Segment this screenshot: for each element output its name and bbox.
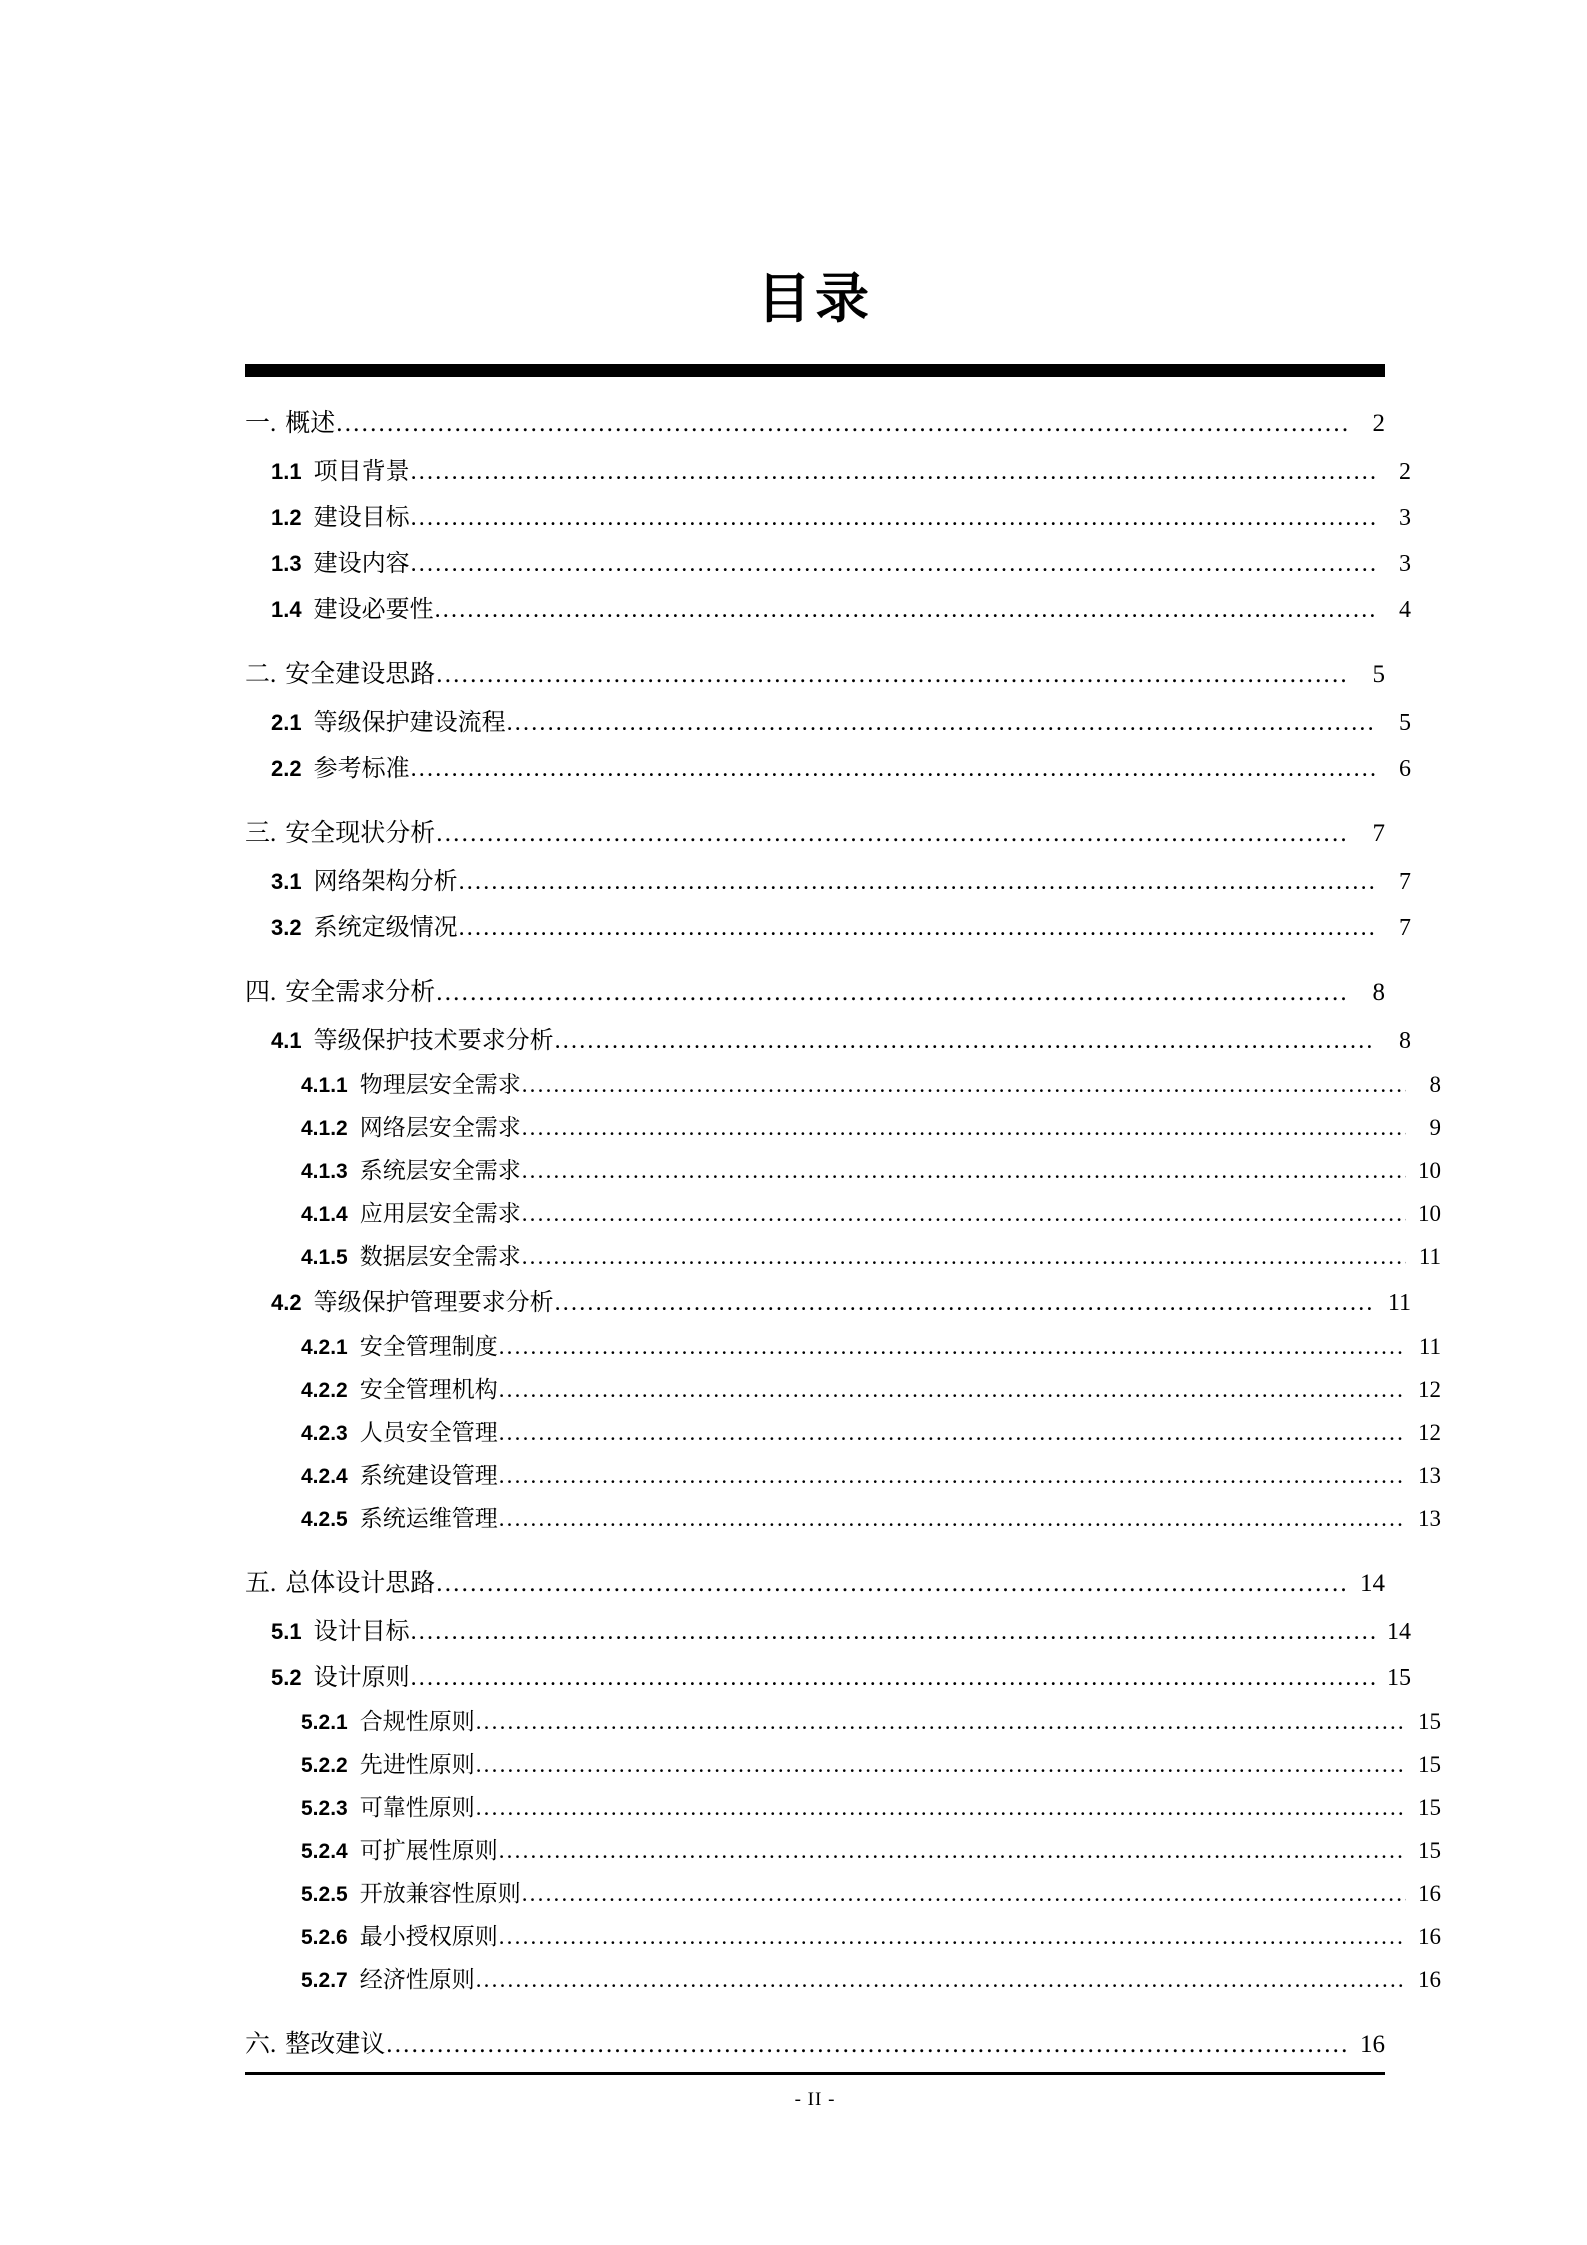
toc-entry-number: 2.1: [271, 710, 302, 735]
toc-leader-dots: [499, 1925, 1406, 1948]
toc-leader-dots: [522, 1882, 1406, 1905]
toc-entry-label: 建设必要性: [313, 597, 434, 623]
toc-entry-number: 4.1.5: [301, 1246, 348, 1269]
toc-entry[interactable]: [245, 1282, 1411, 1317]
toc-entry-number: 四.: [245, 979, 277, 1006]
toc-entry-page-number: 14: [1360, 1570, 1385, 1597]
toc-entry-number: 二.: [245, 661, 277, 688]
toc-leader-dots: [499, 1507, 1406, 1530]
toc-leader-dots: [435, 598, 1376, 622]
toc-entry[interactable]: [245, 1195, 1441, 1228]
toc-entry-page-number: 4: [1399, 597, 1411, 623]
toc-leader-dots: [411, 460, 1376, 484]
toc-entry[interactable]: [245, 1238, 1441, 1271]
toc-entry-number: 5.2.5: [301, 1883, 348, 1906]
toc-leader-dots: [499, 1378, 1406, 1401]
toc-entry-page-number: 5: [1372, 661, 1385, 688]
toc-entry-number: 4.1.4: [301, 1203, 348, 1226]
toc-entry-page-number: 10: [1418, 1201, 1441, 1226]
toc-entry-label: 最小授权原则: [359, 1924, 498, 1949]
toc-entry[interactable]: [245, 1918, 1441, 1951]
toc-entry[interactable]: [245, 451, 1411, 486]
toc-entry[interactable]: [245, 497, 1411, 532]
toc-entry-label: 等级保护技术要求分析: [313, 1028, 554, 1054]
toc-entry-number: 5.1: [271, 1619, 302, 1644]
toc-entry[interactable]: [245, 1703, 1441, 1736]
toc-entry-label: 建设内容: [313, 551, 410, 577]
toc-list: [245, 403, 1441, 2060]
toc-entry-label: 先进性原则: [359, 1752, 475, 1777]
toc-leader-dots: [459, 870, 1376, 894]
toc-entry-label: 网络架构分析: [313, 869, 458, 895]
toc-entry[interactable]: [245, 1109, 1441, 1142]
toc-entry-number: 5.2.1: [301, 1711, 348, 1734]
toc-entry-label: 合规性原则: [359, 1709, 475, 1734]
toc-entry-page-number: 8: [1429, 1072, 1441, 1097]
toc-leader-dots: [436, 821, 1350, 846]
toc-entry[interactable]: [245, 1152, 1441, 1185]
toc-leader-dots: [336, 411, 1350, 436]
toc-entry-page-number: 16: [1360, 2031, 1385, 2058]
toc-entry-label: 设计目标: [313, 1619, 410, 1645]
toc-leader-dots: [476, 1753, 1406, 1776]
toc-entry-page-number: 16: [1418, 1881, 1441, 1906]
toc-leader-dots: [436, 980, 1350, 1005]
toc-entry[interactable]: [245, 1371, 1441, 1404]
toc-entry-label: 经济性原则: [359, 1967, 475, 1992]
toc-entry-label: 数据层安全需求: [359, 1244, 521, 1269]
toc-leader-dots: [507, 711, 1376, 735]
toc-entry-label: 安全需求分析: [285, 979, 436, 1006]
toc-leader-dots: [411, 506, 1376, 530]
toc-leader-dots: [555, 1291, 1376, 1315]
toc-leader-dots: [476, 1796, 1406, 1819]
toc-entry-number: 1.1: [271, 459, 302, 484]
toc-leader-dots: [459, 916, 1376, 940]
toc-entry[interactable]: [245, 1611, 1411, 1646]
toc-entry-page-number: 13: [1418, 1463, 1441, 1488]
toc-leader-dots: [499, 1464, 1406, 1487]
toc-entry-label: 安全管理制度: [359, 1334, 498, 1359]
toc-entry-page-number: 15: [1418, 1709, 1441, 1734]
toc-entry-label: 应用层安全需求: [359, 1201, 521, 1226]
title-divider: [245, 364, 1385, 377]
toc-entry[interactable]: [245, 972, 1385, 1008]
toc-entry[interactable]: [245, 1328, 1441, 1361]
toc-leader-dots: [555, 1029, 1376, 1053]
toc-entry-label: 可扩展性原则: [359, 1838, 498, 1863]
toc-entry[interactable]: [245, 2024, 1385, 2060]
toc-entry[interactable]: [245, 1875, 1441, 1908]
toc-entry[interactable]: [245, 813, 1385, 849]
toc-entry[interactable]: [245, 654, 1385, 690]
toc-entry-label: 项目背景: [313, 459, 410, 485]
toc-entry-page-number: 11: [1418, 1334, 1441, 1359]
toc-entry-page-number: 16: [1418, 1924, 1441, 1949]
toc-entry[interactable]: [245, 1457, 1441, 1490]
toc-entry-page-number: 8: [1372, 979, 1385, 1006]
toc-entry-page-number: 16: [1418, 1967, 1441, 1992]
toc-container: [245, 0, 1441, 2072]
toc-entry-number: 5.2.4: [301, 1840, 348, 1863]
toc-leader-dots: [476, 1710, 1406, 1733]
toc-entry-page-number: 11: [1418, 1244, 1441, 1269]
toc-entry-label: 设计原则: [313, 1665, 410, 1691]
toc-entry-number: 4.2.3: [301, 1422, 348, 1445]
toc-entry[interactable]: [245, 1563, 1385, 1599]
toc-entry-number: 1.3: [271, 551, 302, 576]
toc-entry-page-number: 5: [1399, 710, 1411, 736]
toc-entry[interactable]: [245, 1414, 1441, 1447]
toc-entry-number: 5.2: [271, 1665, 302, 1690]
toc-entry-number: 4.1: [271, 1028, 302, 1053]
toc-entry-number: 三.: [245, 820, 277, 847]
toc-entry-label: 可靠性原则: [359, 1795, 475, 1820]
toc-leader-dots: [411, 1666, 1376, 1690]
toc-leader-dots: [499, 1335, 1406, 1358]
toc-entry-label: 参考标准: [313, 756, 410, 782]
toc-entry[interactable]: [245, 702, 1411, 737]
toc-entry-label: 建设目标: [313, 505, 410, 531]
toc-entry[interactable]: [245, 543, 1411, 578]
toc-leader-dots: [411, 552, 1376, 576]
toc-entry-label: 系统建设管理: [359, 1463, 498, 1488]
toc-entry-label: 开放兼容性原则: [359, 1881, 521, 1906]
toc-entry-page-number: 15: [1418, 1752, 1441, 1777]
toc-entry-number: 一.: [245, 410, 277, 437]
toc-entry-number: 4.2.5: [301, 1508, 348, 1531]
toc-entry-label: 网络层安全需求: [359, 1115, 521, 1140]
toc-entry-number: 4.1.2: [301, 1117, 348, 1140]
toc-entry-label: 人员安全管理: [359, 1420, 498, 1445]
toc-entry[interactable]: [245, 1657, 1411, 1692]
toc-entry-number: 5.2.7: [301, 1969, 348, 1992]
toc-entry-page-number: 11: [1387, 1290, 1411, 1316]
toc-entry-label: 安全现状分析: [285, 820, 436, 847]
toc-entry[interactable]: [245, 748, 1411, 783]
toc-entry-page-number: 8: [1399, 1028, 1411, 1054]
toc-entry-number: 4.2.4: [301, 1465, 348, 1488]
toc-leader-dots: [522, 1073, 1406, 1096]
toc-entry-page-number: 2: [1399, 459, 1411, 485]
toc-entry-page-number: 3: [1399, 551, 1411, 577]
toc-entry-label: 整改建议: [285, 2031, 386, 2058]
toc-entry-page-number: 7: [1372, 820, 1385, 847]
toc-leader-dots: [499, 1421, 1406, 1444]
toc-entry-page-number: 10: [1418, 1158, 1441, 1183]
toc-entry-page-number: 15: [1387, 1665, 1411, 1691]
toc-entry[interactable]: [245, 1832, 1441, 1865]
toc-entry[interactable]: [245, 1789, 1441, 1822]
toc-entry-number: 5.2.6: [301, 1926, 348, 1949]
toc-entry-label: 系统运维管理: [359, 1506, 498, 1531]
toc-entry-page-number: 7: [1399, 869, 1411, 895]
toc-entry-number: 2.2: [271, 756, 302, 781]
toc-entry-label: 安全管理机构: [359, 1377, 498, 1402]
toc-leader-dots: [411, 757, 1376, 781]
toc-entry-page-number: 12: [1418, 1377, 1441, 1402]
toc-leader-dots: [522, 1116, 1406, 1139]
page-footer: [245, 2072, 1385, 2111]
toc-leader-dots: [411, 1620, 1376, 1644]
toc-entry-page-number: 6: [1399, 756, 1411, 782]
toc-leader-dots: [386, 2032, 1350, 2057]
toc-entry-page-number: 9: [1429, 1115, 1441, 1140]
toc-entry-page-number: 15: [1418, 1795, 1441, 1820]
toc-entry-number: 4.2.1: [301, 1336, 348, 1359]
toc-entry[interactable]: [245, 907, 1411, 942]
toc-entry-label: 总体设计思路: [285, 1570, 436, 1597]
toc-entry-page-number: 12: [1418, 1420, 1441, 1445]
toc-leader-dots: [436, 1571, 1350, 1596]
toc-leader-dots: [499, 1839, 1406, 1862]
toc-entry-number: 4.2: [271, 1290, 302, 1315]
toc-entry-page-number: 3: [1399, 505, 1411, 531]
toc-entry[interactable]: [245, 1500, 1441, 1533]
toc-entry-label: 系统定级情况: [313, 915, 458, 941]
toc-leader-dots: [522, 1202, 1406, 1225]
toc-entry[interactable]: [245, 861, 1411, 896]
toc-entry-label: 系统层安全需求: [359, 1158, 521, 1183]
toc-entry[interactable]: [245, 1020, 1411, 1055]
toc-entry-number: 5.2.3: [301, 1797, 348, 1820]
toc-leader-dots: [522, 1245, 1406, 1268]
toc-entry-label: 物理层安全需求: [359, 1072, 521, 1097]
toc-entry-number: 3.2: [271, 915, 302, 940]
toc-entry[interactable]: [245, 1746, 1441, 1779]
toc-entry-number: 1.2: [271, 505, 302, 530]
toc-entry[interactable]: [245, 1066, 1441, 1099]
toc-entry[interactable]: [245, 589, 1411, 624]
page-title: 目录: [757, 269, 873, 329]
toc-leader-dots: [436, 662, 1350, 687]
toc-entry[interactable]: [245, 1961, 1441, 1994]
toc-entry-number: 5.2.2: [301, 1754, 348, 1777]
toc-entry-label: 概述: [285, 410, 336, 437]
toc-leader-dots: [476, 1968, 1406, 1991]
footer-divider: [245, 2072, 1385, 2075]
toc-entry[interactable]: [245, 403, 1385, 439]
toc-entry-page-number: 13: [1418, 1506, 1441, 1531]
toc-entry-number: 五.: [245, 1570, 277, 1597]
toc-entry-number: 4.1.1: [301, 1074, 348, 1097]
footer-page-number: - II -: [794, 2089, 836, 2110]
toc-entry-page-number: 15: [1418, 1838, 1441, 1863]
toc-entry-number: 4.1.3: [301, 1160, 348, 1183]
toc-entry-number: 3.1: [271, 869, 302, 894]
toc-entry-page-number: 14: [1387, 1619, 1411, 1645]
toc-entry-number: 4.2.2: [301, 1379, 348, 1402]
toc-entry-label: 安全建设思路: [285, 661, 436, 688]
toc-entry-label: 等级保护管理要求分析: [313, 1290, 554, 1316]
toc-entry-page-number: 2: [1372, 410, 1385, 437]
toc-entry-number: 1.4: [271, 597, 302, 622]
toc-entry-number: 六.: [245, 2031, 277, 2058]
toc-entry-page-number: 7: [1399, 915, 1411, 941]
toc-entry-label: 等级保护建设流程: [313, 710, 506, 736]
toc-leader-dots: [522, 1159, 1406, 1182]
